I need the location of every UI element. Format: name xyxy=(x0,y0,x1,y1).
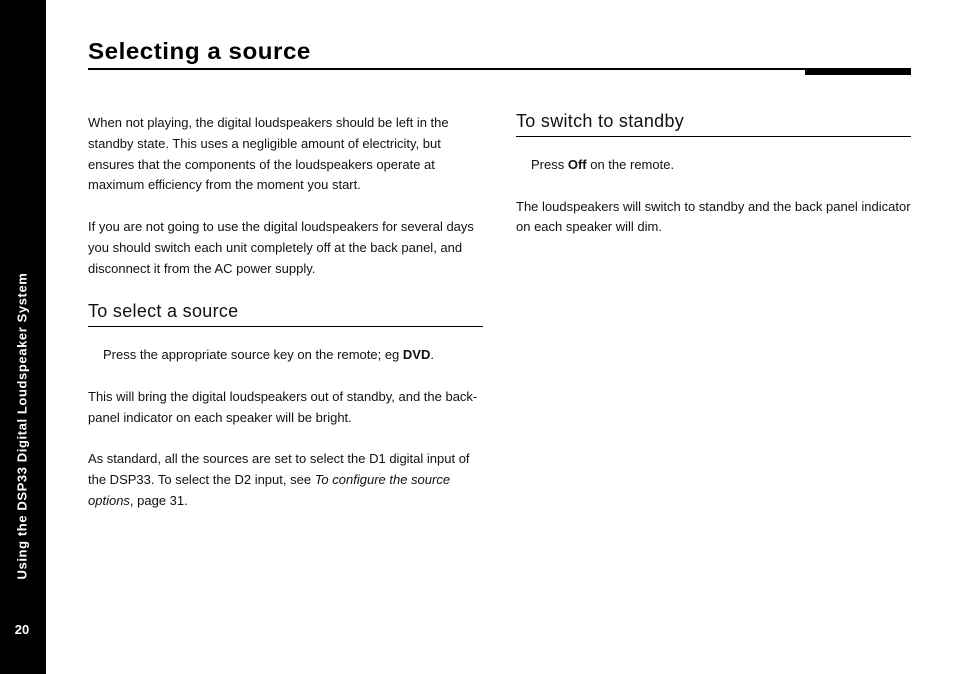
title-rule xyxy=(88,68,911,70)
body-paragraph xyxy=(88,449,483,511)
step-text-suffix: on the remote. xyxy=(586,157,675,172)
sidebar-title: Using the DSP33 Digital Loudspeaker System xyxy=(14,272,30,580)
body-text-suffix: , page 31. xyxy=(129,492,188,508)
sidebar xyxy=(0,0,46,674)
body-text: As standard, all the sources are set to select the D1 digital input of the DSP33. To select the D2 input, see xyxy=(88,451,470,487)
intro-paragraph: When not playing, the digital loudspeakers should be left in the standby state. This uses a negligible amount of electricity, but ensures that the components of the loudspeakers operate at maximum efficiency from the moment you start. xyxy=(88,115,449,193)
page-title: Selecting a source xyxy=(88,38,311,64)
body-paragraph: This will bring the digital loudspeakers out of standby, and the back-panel indicator on each speaker will be bright. xyxy=(88,388,478,425)
left-column xyxy=(88,113,483,532)
page-number: 20 xyxy=(14,622,30,637)
step-instruction xyxy=(516,155,911,176)
cross-reference: To configure the source options xyxy=(88,471,451,508)
title-rule-accent xyxy=(805,68,911,75)
remote-key-label: DVD xyxy=(402,347,431,363)
section-heading-select-source: To select a source xyxy=(88,300,483,327)
remote-key-label: Off xyxy=(567,157,587,172)
step-instruction xyxy=(88,345,483,366)
intro-paragraph: If you are not going to use the digital loudspeakers for several days you should switch each unit completely off at the back panel, and disconnect it from the AC power supply. xyxy=(88,218,474,276)
section-heading-standby: To switch to standby xyxy=(516,110,911,137)
body-paragraph: The loudspeakers will switch to standby and the back panel indicator on each speaker will dim. xyxy=(516,198,911,235)
step-text-suffix: . xyxy=(430,347,434,363)
step-text: Press xyxy=(531,157,568,172)
right-column xyxy=(516,113,911,259)
step-text: Press the appropriate source key on the remote; eg xyxy=(103,347,403,363)
